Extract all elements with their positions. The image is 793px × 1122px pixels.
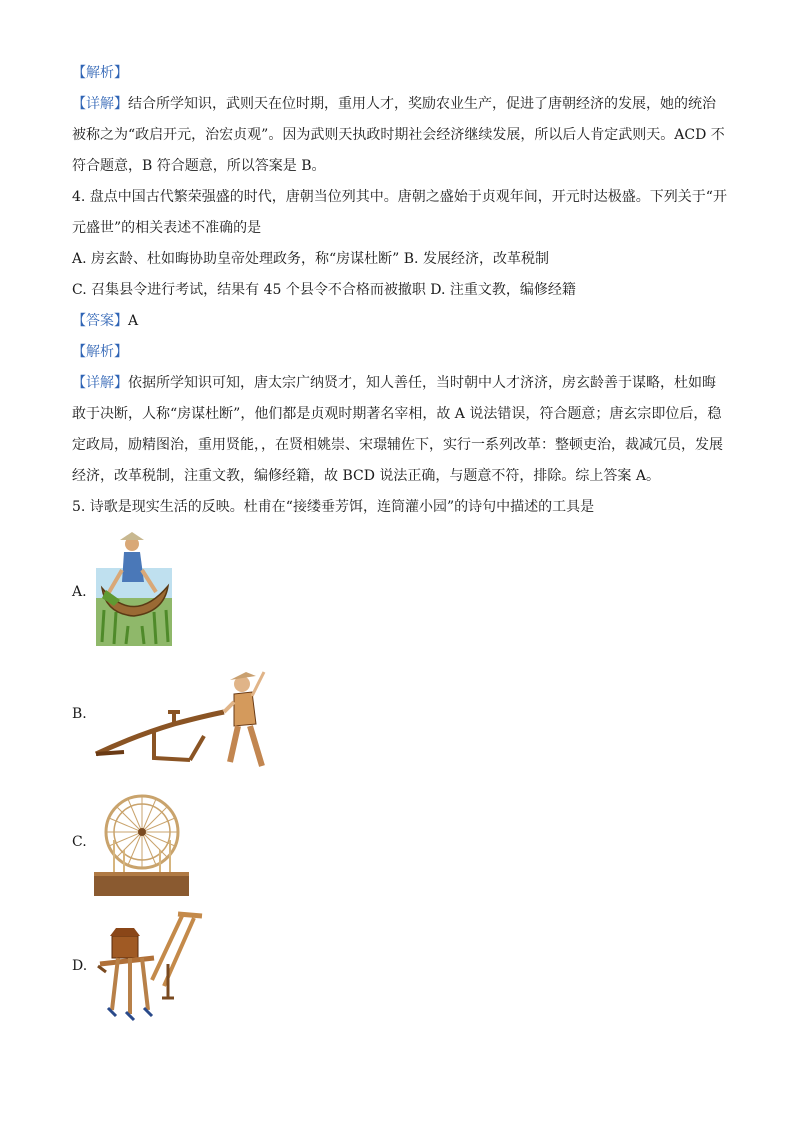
answer-value: A <box>128 313 139 329</box>
option-letter: A. <box>72 584 87 600</box>
detail-text: 结合所学知识，武则天在位时期，重用人才，奖励农业生产，促进了唐朝经济的发展，她的统治 <box>128 96 716 112</box>
detail-line: 敢于决断，人称“房谋杜断”，他们都是贞观时期著名宰相，故 A 说法错误，符合题意；唐玄宗即位后，稳 <box>72 406 722 422</box>
detail-tag: 【详解】 <box>72 375 128 391</box>
detail-text: 依据所学知识可知，唐太宗广纳贤才，知人善任，当时朝中人才济济，房玄龄善于谋略，杜如晦 <box>128 375 716 391</box>
option-c <box>72 790 372 900</box>
detail-line: 符合题意，B 符合题意，所以答案是 B。 <box>72 158 326 174</box>
analysis-heading <box>72 58 722 89</box>
detail-line: 定政局，励精图治，重用贤能，，在贤相姚崇、宋璟辅佐下，实行一系列改革：整顿吏治，裁减冗员，发展 <box>72 437 723 453</box>
option-a <box>72 530 372 650</box>
question-4-stem: 4. 盘点中国古代繁荣强盛的时代，唐朝当位列其中。唐朝之盛始于贞观年间，开元时达极盛。下列关于“开 <box>72 189 727 205</box>
analysis-heading <box>72 337 722 368</box>
option-b <box>72 662 372 772</box>
option-d <box>72 906 372 1022</box>
option-letter: C. <box>72 834 87 850</box>
answer-line <box>72 306 722 337</box>
answer-tag: 【答案】 <box>72 313 128 329</box>
analysis-tag: 【解析】 <box>72 65 128 81</box>
option-letter: B. <box>72 706 87 722</box>
detail-line: 被称之为“政启开元，治宏贞观”。因为武则天执政时期社会经济继续发展，所以后人肯定武则天。ACD 不 <box>72 127 725 143</box>
detail-line: 经济，改革税制，注重文教，编修经籍，故 BCD 说法正确，与题意不符，排除。综上答案 A。 <box>72 468 660 484</box>
detail-line <box>72 368 722 399</box>
option-letter: D. <box>72 958 88 974</box>
detail-tag: 【详解】 <box>72 96 128 112</box>
man-in-seedling-boat-image <box>94 530 174 648</box>
question-4-options: C. 召集县令进行考试，结果有 45 个县令不合格而被撤职 D. 注重文教，编修经籍 <box>72 282 576 298</box>
waterwheel-model-image <box>94 792 189 896</box>
question-5-stem: 5. 诗歌是现实生活的反映。杜甫在“接缕垂芳饵，连筒灌小园”的诗句中描述的工具是 <box>72 499 595 515</box>
document-body <box>72 58 727 523</box>
detail-line <box>72 89 722 120</box>
seed-drill-model-image <box>94 906 204 1022</box>
analysis-tag: 【解析】 <box>72 344 128 360</box>
man-with-curved-plow-image <box>94 662 274 772</box>
question-4-options: A. 房玄龄、杜如晦协助皇帝处理政务，称“房谋杜断” B. 发展经济，改革税制 <box>72 251 549 267</box>
question-4-stem: 元盛世”的相关表述不准确的是 <box>72 220 262 236</box>
